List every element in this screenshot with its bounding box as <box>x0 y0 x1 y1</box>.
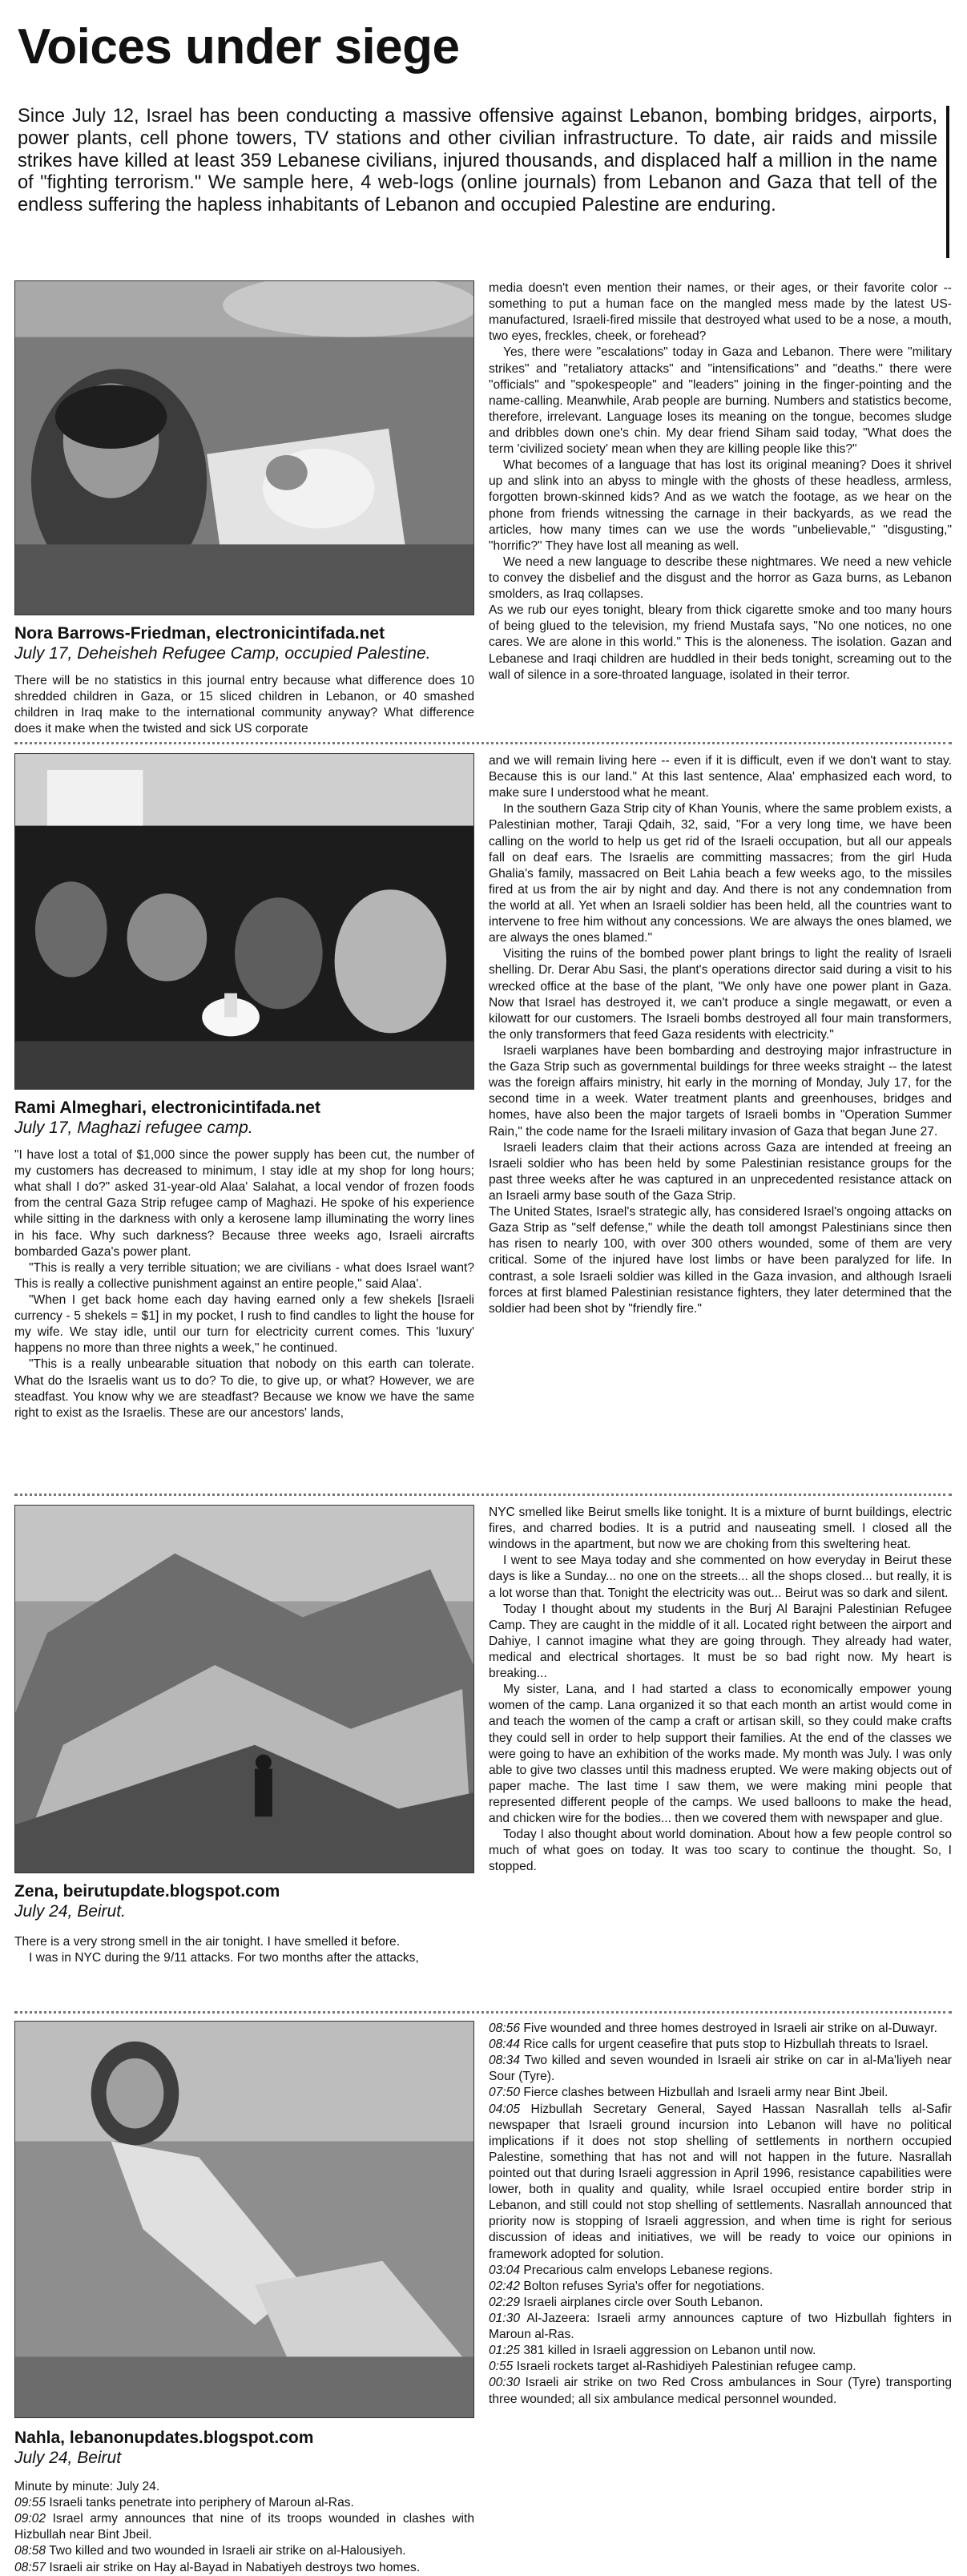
photo-family-kerosene-lamp <box>14 753 474 1090</box>
dateline: July 24, Beirut. <box>14 1902 126 1921</box>
timeline-text: Al-Jazeera: Israeli army announces capture of two Hizbullah fighters in Maroun al-Ras. <box>489 2311 952 2342</box>
paragraph: As we rub our eyes tonight, bleary from thick cigarette smoke and too many hours of being glued to the television, my friend Mustafa says, "No one notices, no one cares. We are alone in this world." This is the aloneness. The isolation. Gazan and Lebanese and Iraqi children are huddled in their beds tonight, screaming out to the wall of silence in a sore-throated language, isolated in their terror. <box>489 603 952 682</box>
timeline-text: Precarious calm envelops Lebanese regions. <box>520 2263 773 2277</box>
lead-text <box>14 2479 474 2576</box>
paragraph: "This is a really unbearable situation that nobody on this earth can tolerate. What do the Israelis want us to do? To die, to give up, or what? However, we are steadfast. You know why we are steadfast? Because we know we have the same right to exist as the Israelis. These are our ancestors' lands, <box>14 1357 474 1420</box>
photo-bombed-building-rubble <box>14 1505 474 1873</box>
paragraph: I was in NYC during the 9/11 attacks. For two months after the attacks, <box>29 1951 419 1965</box>
timeline-entry <box>489 2359 952 2375</box>
blog-section-2 <box>14 753 952 1482</box>
timeline-time: 08:57 <box>14 2560 46 2574</box>
paragraph: Visiting the ruins of the bombed power plant brings to light the reality of Israeli shelling. Dr. Derar Abu Sasi, the plant's operations director said during a visit to his wrecked office at the base of the plant, "We only have one power plant in Gaza. Now that Israel has destroyed it, we can't produce a single megawatt, or even a kilowatt for our customers. The Israeli bombs destroyed all four main transformers, the only transformers that feed Gaza residents with electricity." <box>489 947 952 1042</box>
author: Zena, beirutupdate.blogspot.com <box>14 1882 280 1901</box>
timeline-text: Fierce clashes between Hizbullah and Israeli army near Bint Jbeil. <box>520 2086 888 2100</box>
photo-injured-child <box>14 2021 474 2418</box>
timeline-entry <box>489 2279 952 2295</box>
timeline-entry <box>489 2263 952 2279</box>
paragraph: The United States, Israel's strategic ally, has considered Israel's ongoing attacks on Gaza Strip as "self defense," while the death toll amongst Palestinians since then has risen to nearly 100, with over 300 others wounded, some of them are very critical. Some of the injured have lost limbs or have been paralyzed for life. In contrast, a sole Israeli soldier was killed in the Gaza invasion, and although Israeli forces at first blamed Palestinian resistance fighters, they later determined that the soldier had been shot by "friendly fire." <box>489 1205 952 1316</box>
photo-refugee-man-with-infant <box>14 280 474 615</box>
author: Rami Almeghari, electronicintifada.net <box>14 1099 320 1117</box>
byline <box>14 1098 474 1139</box>
timeline-entry <box>489 2021 952 2037</box>
paragraph: "I have lost a total of $1,000 since the power supply has been cut, the number of my customers has decreased to minimum, I stay idle at my shop for long hours; what shall I do?" asked 31-year-old Alaa' Salahat, a local vendor of frozen foods from the central Gaza Strip refugee camp of Maghazi. He spoke of his experience while sitting in the darkness with only a kerosene lamp illuminating the worry lines in his face. Why such darkness? Because three weeks ago, Israeli aircrafts bombarded Gaza's power plant. <box>14 1148 474 1259</box>
page-title: Voices under siege <box>18 19 460 75</box>
timeline-text: Israeli air strike on Hay al-Bayad in Nabatiyeh destroys two homes. <box>46 2560 421 2574</box>
paragraph: Israeli warplanes have been bombarding and destroying major infrastructure in the Gaza Strip such as governmental buildings for three weeks straight -- the latest was the foreign affairs ministry, hit early in the morning of Monday, July 17, for the second time in a week. Water treatment plants and greenhouses, bridges and homes, have also been the major targets of Israeli bombs in "Operation Summer Rain," the code name for the Israeli military invasion of Gaza that began June 27. <box>489 1043 952 1139</box>
paragraph: We need a new language to describe these nightmares. We need a new vehicle to convey the disbelief and the disgust and the horror as Gaza burns, as Lebanon smolders, as Iraq collapses. <box>489 554 952 602</box>
timeline-entry <box>489 2085 952 2101</box>
paragraph: "When I get back home each day having earned only a few shekels [Israeli currency - 5 shekels = $1] in my pocket, I rush to find candles to light the house for my wife. We stay idle, until our turn for electricity current comes. This 'luxury' happens no more than three nights a week," he continued. <box>14 1292 474 1356</box>
timeline-text: 381 killed in Israeli aggression on Lebanon until now. <box>520 2344 816 2358</box>
paragraph: "This is really a very terrible situation; we are civilians - what does Israel want? This is really a collective punishment against an entire people," said Alaa'. <box>14 1260 474 1291</box>
timeline-time: 08:44 <box>489 2038 521 2052</box>
byline <box>14 2428 474 2469</box>
timeline-text: Israeli air strike on two Red Cross ambulances in Sour (Tyre) transporting three wounded; all six ambulance medical personnel wounded. <box>489 2376 952 2406</box>
lead-text <box>14 1147 474 1421</box>
section-divider <box>14 742 952 744</box>
timeline-time: 09:55 <box>14 2496 46 2510</box>
byline <box>14 1881 474 1922</box>
dateline: July 17, Maghazi refugee camp. <box>14 1119 253 1138</box>
paragraph: I went to see Maya today and she commented on how everyday in Beirut these days is like a Sunday... no one on the streets... all the shops closed... but really, it is a lot worse than that. Tonight the electricity was out... Beirut was so dark and silent. <box>489 1554 952 1600</box>
timeline-text: Rice calls for urgent ceasefire that puts stop to Hizbullah threats to Israel. <box>520 2038 929 2052</box>
timeline-entry <box>489 2295 952 2311</box>
paragraph: Yes, there were "escalations" today in Gaza and Lebanon. There were "military strikes" and "retaliatory attacks" and "intensifications" and "deaths." there were "officials" and "spokespeople" and "leaders" joining in the finger-pointing and the name-calling. Meanwhile, Arab people are burning. Numbers and statistics become, therefore, irrelevant. Language loses its meaning on the tongue, becomes sludge and dribbles down one's chin. My dear friend Siham said today, "What does the term 'civilized society' mean when they are killing people like this?" <box>489 345 952 457</box>
intro-rule <box>946 106 949 258</box>
timeline <box>14 2495 474 2576</box>
blog-section-4 <box>14 2021 952 2574</box>
paragraph: and we will remain living here -- even if it is difficult, even if we don't want to stay. Because this is our land." At this last sentence, Alaa' emphasized each word, to make sure I understood what he meant. <box>489 754 952 800</box>
timeline-intro: Minute by minute: July 24. <box>14 2480 160 2493</box>
timeline-time: 08:56 <box>489 2022 521 2035</box>
article-column <box>489 753 952 1317</box>
timeline-time: 09:02 <box>14 2512 46 2526</box>
timeline-text: Israeli airplanes circle over South Lebanon. <box>520 2295 764 2309</box>
dateline: July 24, Beirut <box>14 2449 122 2468</box>
timeline-text: Israeli tanks penetrate into periphery of Maroun al-Ras. <box>46 2496 354 2510</box>
timeline-entry <box>489 2037 952 2053</box>
timeline-time: 00:30 <box>489 2376 521 2390</box>
timeline-entry <box>489 2053 952 2085</box>
paragraph: There is a very strong smell in the air tonight. I have smelled it before. <box>14 1935 401 1949</box>
paragraph: Today I thought about my students in the Burj Al Barajni Palestinian Refugee Camp. They are caught in the middle of it all. Located right between the airport and Dahiye, I cannot imagine what they are going through. They already had water, medical and electrical shortages. It must be so bad right now. My heart is breaking... <box>489 1602 952 1681</box>
paragraph: There will be no statistics in this journal entry because what difference does 10 shredded children in Gaza, or 15 sliced children in Lebanon, or 40 smashed children in Iraq make to the international community anyway? What difference does it make when the twisted and sick US corporate <box>14 674 474 736</box>
section-divider <box>14 2011 952 2014</box>
timeline-time: 08:58 <box>14 2544 46 2558</box>
timeline-text: Hizbullah Secretary General, Sayed Hassan Nasrallah tells al-Safir newspaper that Israeli ground incursion into Lebanon will have no political implications if it does not stop shelling of settlements in northern occupied Palestine, something that has not and will not happen in the future. Nasrallah pointed out that during Israeli aggression in April 1996, resistance capabilities were lower, both in quality and quality, while Israel occupied entire border strip in Lebanon, and still could not stop shelling of settlements. Nasrallah announced that priority now is stopping of Israeli aggression, and when time is right for serious discussion of ideas and initiatives, we will be ready to voice our opinions in framework adopted for solution. <box>489 2102 952 2261</box>
author: Nahla, lebanonupdates.blogspot.com <box>14 2429 314 2447</box>
article-column <box>489 1505 952 1876</box>
timeline-time: 08:34 <box>489 2054 521 2068</box>
timeline-entry <box>489 2102 952 2263</box>
byline <box>14 623 474 664</box>
timeline-text: Five wounded and three homes destroyed in Israeli air strike on al-Duwayr. <box>520 2022 937 2035</box>
timeline-text: Israel army announces that nine of its troops wounded in clashes with Hizbullah near Bint Jbeil. <box>14 2512 474 2542</box>
timeline-entry <box>14 2495 474 2511</box>
timeline-time: 03:04 <box>489 2263 521 2277</box>
timeline-text: Two killed and two wounded in Israeli air strike on al-Halousiyeh. <box>46 2544 406 2558</box>
intro-paragraph: Since July 12, Israel has been conducting a massive offensive against Lebanon, bombing bridges, airports, power plants, cell phone towers, TV stations and other civilian infrastructure. To date, air raids and missile strikes have killed at least 359 Lebanese civilians, injured thousands, and displaced half a million in the name of "fighting terrorism." We sample here, 4 web-logs (online journals) from Lebanon and Gaza that tell of the endless suffering the hapless inhabitants of Lebanon and occupied Palestine are enduring. <box>18 106 937 216</box>
timeline <box>489 2021 952 2408</box>
timeline-time: 02:29 <box>489 2295 521 2309</box>
timeline-time: 02:42 <box>489 2279 521 2293</box>
timeline-text: Two killed and seven wounded in Israeli air strike on car in al-Ma'liyeh near Sour (Tyre). <box>489 2054 952 2084</box>
lead-text <box>14 1934 474 1966</box>
timeline-entry <box>489 2343 952 2359</box>
article-column <box>489 280 952 683</box>
blog-section-1 <box>14 280 952 734</box>
blog-section-3 <box>14 1505 952 2002</box>
timeline-entry <box>14 2560 474 2576</box>
timeline-time: 01:30 <box>489 2311 521 2325</box>
paragraph: NYC smelled like Beirut smells like tonight. It is a mixture of burnt buildings, electric fires, and charred bodies. It is a putrid and nauseating smell. I closed all the windows in the apartment, but now we are choking from this sweltering heat. <box>489 1506 952 1552</box>
timeline-time: 01:25 <box>489 2344 521 2358</box>
paragraph: In the southern Gaza Strip city of Khan Younis, where the same problem exists, a Palestinian mother, Taraji Qdaih, 32, said, "For a very long time, we have been calling on the world to help us get rid of the Israeli occupation, but all our appeals fall on deaf ears. The Israelis are committing massacres; from the girl Huda Ghalia's family, massacred on Beit Lahia beach a few weeks ago, to the missiles fired at us from the air by night and day. And there is not any condemnation from the world at all. Yet when an Israeli soldier has been held, all the countries want to intervene to free him without any concessions. We are always the ones blamed, we are always the ones blamed." <box>489 802 952 945</box>
paragraph: media doesn't even mention their names, or their ages, or their favorite color -- something to put a human face on the mangled mess made by the latest US-manufactured, Israeli-fired missile that destroyed what used to be a nose, a mouth, two eyes, freckles, cheek, or forehead? <box>489 281 952 344</box>
paragraph: Today I also thought about world domination. About how a few people control so much of what goes on today. It was too scary to continue the thought. So, I stopped. <box>489 1828 952 1874</box>
timeline-text: Israeli rockets target al-Rashidiyeh Palestinian refugee camp. <box>513 2360 856 2374</box>
paragraph: My sister, Lana, and I had started a class to economically empower young women of the camp. Lana organized it so that each month an artist would come in and teach the women of the camp a craft or artisan skill, so they could make crafts they could sell in order to help support their families. At the end of the classes we were going to have an exhibition of the works made. My month was July. I was only able to give two classes until this madness erupted. We were making objects out of paper mache. The last time I saw them, we were making mini people that represented different people of the camps. We used balloons to make the head, and chicken wire for the bodies... then we covered them with newspaper and glue. <box>489 1683 952 1826</box>
paragraph: What becomes of a language that has lost its original meaning? Does it shrivel up and slink into an abyss to mingle with the ghosts of these headless, armless, forgotten brown-skinned kids? And as we watch the footage, as we hear on the phone from friends witnessing the carnage in their backyards, as we read the articles, how many times can we use the words "unbelievable," "disgusting," "horrific?" They have lost all meaning as well. <box>489 458 952 553</box>
paragraph: Israeli leaders claim that their actions across Gaza are intended at freeing an Israeli soldier who has been held by some Palestinian resistance groups for the past three weeks after he was captured in an unprecedented resistance attack on an Israeli army base south of the Gaza Strip. <box>489 1140 952 1203</box>
timeline-time: 07:50 <box>489 2086 521 2100</box>
dateline: July 17, Deheisheh Refugee Camp, occupied Palestine. <box>14 644 431 663</box>
timeline-entry <box>489 2311 952 2343</box>
lead-text <box>14 673 474 737</box>
timeline-text: Bolton refuses Syria's offer for negotiations. <box>520 2279 765 2293</box>
author: Nora Barrows-Friedman, electronicintifada.net <box>14 624 385 643</box>
section-divider <box>14 1494 952 1496</box>
timeline-time: 0:55 <box>489 2360 514 2374</box>
timeline-time: 04:05 <box>489 2102 521 2116</box>
timeline-entry <box>14 2511 474 2543</box>
timeline-entry <box>489 2375 952 2407</box>
